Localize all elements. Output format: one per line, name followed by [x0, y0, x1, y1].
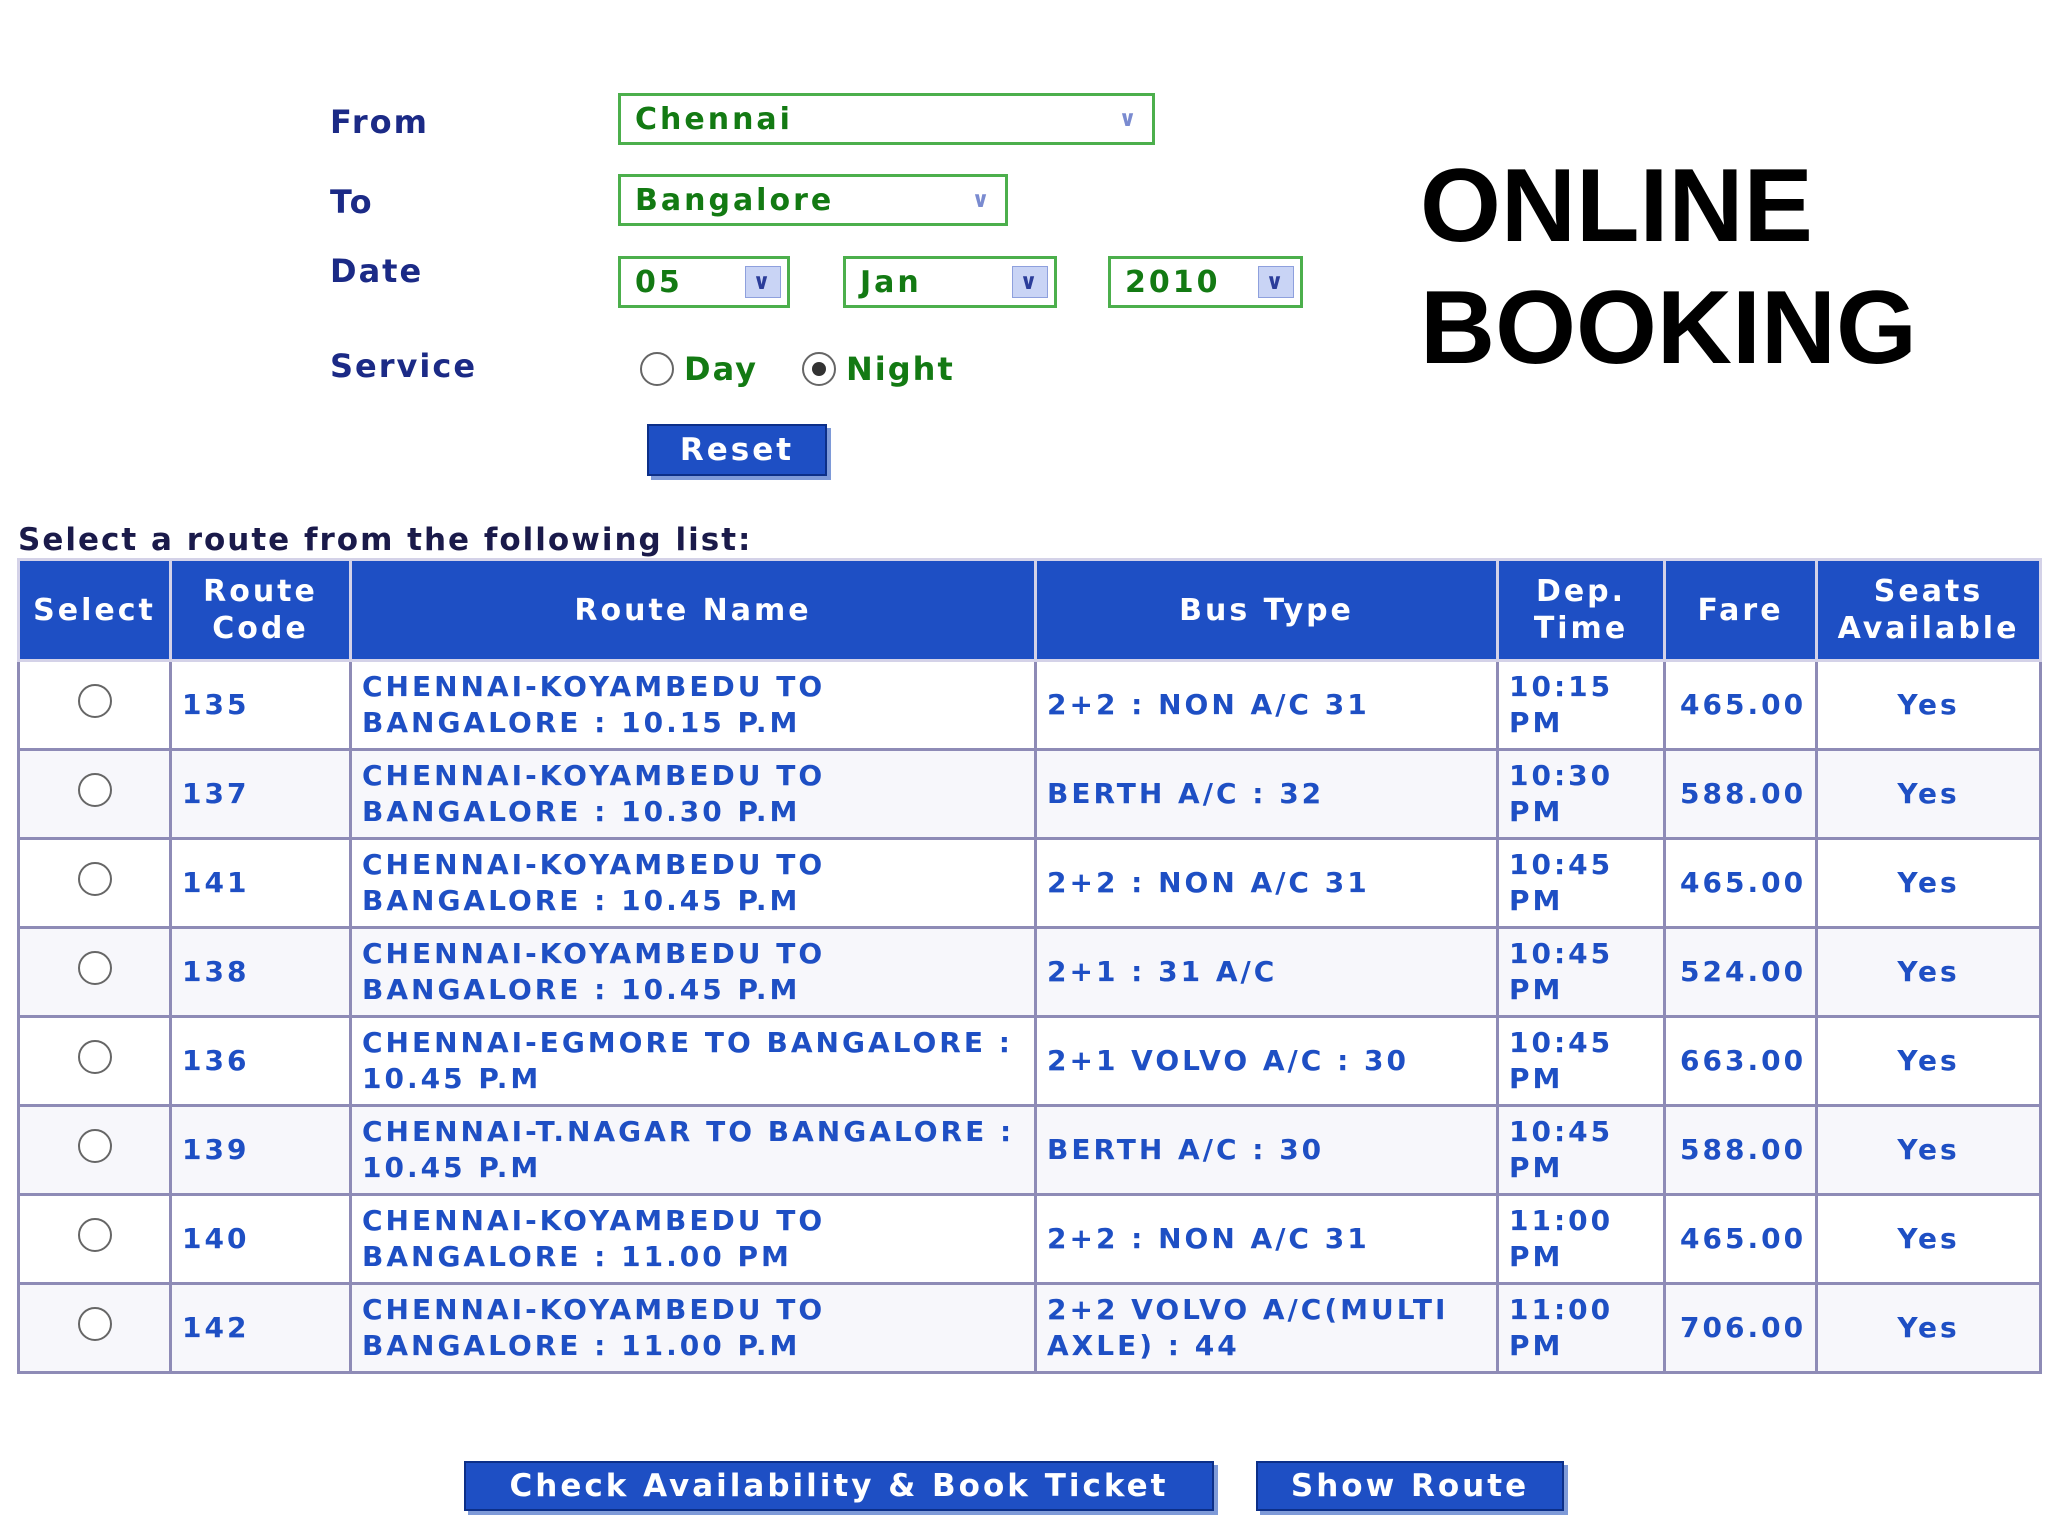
select-cell	[19, 1195, 171, 1284]
radio-button-icon[interactable]	[78, 684, 112, 718]
bus-type-cell: 2+2 : NON A/C 31	[1036, 839, 1498, 928]
page-title-line1: ONLINE	[1420, 148, 1813, 264]
from-select[interactable]	[618, 93, 1155, 145]
table-row[interactable]	[19, 1195, 2041, 1284]
seats-available-cell: Yes	[1817, 1017, 2041, 1106]
select-cell	[19, 750, 171, 839]
radio-button-icon[interactable]	[802, 352, 836, 386]
seats-available-cell: Yes	[1817, 661, 2041, 750]
from-label: From	[330, 103, 429, 141]
route-name-cell: CHENNAI-KOYAMBEDU TO BANGALORE : 10.45 P.M	[351, 928, 1036, 1017]
table-row[interactable]	[19, 928, 2041, 1017]
chevron-down-icon: ∨	[1258, 266, 1294, 298]
day-select-value: 05	[635, 264, 683, 300]
table-row[interactable]	[19, 1106, 2041, 1195]
select-cell	[19, 1017, 171, 1106]
header-route-code: Route Code	[171, 560, 351, 661]
dep-time-cell: 11:00 PM	[1498, 1195, 1665, 1284]
route-code-cell: 139	[171, 1106, 351, 1195]
route-code-cell: 140	[171, 1195, 351, 1284]
route-code-cell: 141	[171, 839, 351, 928]
route-prompt: Select a route from the following list:	[18, 522, 753, 558]
dep-time-cell: 10:45 PM	[1498, 1106, 1665, 1195]
bus-type-cell: 2+2 VOLVO A/C(MULTI AXLE) : 44	[1036, 1284, 1498, 1373]
service-label: Service	[330, 347, 478, 385]
bus-type-cell: BERTH A/C : 30	[1036, 1106, 1498, 1195]
radio-button-icon[interactable]	[78, 1040, 112, 1074]
dep-time-cell: 10:15 PM	[1498, 661, 1665, 750]
table-row[interactable]	[19, 1017, 2041, 1106]
bus-type-cell: 2+1 VOLVO A/C : 30	[1036, 1017, 1498, 1106]
radio-button-icon[interactable]	[78, 773, 112, 807]
chevron-down-icon: ∨	[1118, 106, 1140, 132]
select-cell	[19, 839, 171, 928]
to-select-value: Bangalore	[635, 182, 835, 218]
bus-type-cell: BERTH A/C : 32	[1036, 750, 1498, 839]
fare-cell: 588.00	[1665, 1106, 1817, 1195]
route-name-cell: CHENNAI-T.NAGAR TO BANGALORE : 10.45 P.M	[351, 1106, 1036, 1195]
fare-cell: 706.00	[1665, 1284, 1817, 1373]
route-code-cell: 137	[171, 750, 351, 839]
route-code-cell: 136	[171, 1017, 351, 1106]
select-cell	[19, 1284, 171, 1373]
radio-button-icon[interactable]	[78, 951, 112, 985]
reset-button[interactable]: Reset	[647, 424, 827, 476]
from-select-value: Chennai	[635, 101, 793, 137]
route-name-cell: CHENNAI-EGMORE TO BANGALORE : 10.45 P.M	[351, 1017, 1036, 1106]
day-select[interactable]	[618, 256, 790, 308]
radio-button-icon[interactable]	[78, 1218, 112, 1252]
header-route-name: Route Name	[351, 560, 1036, 661]
chevron-down-icon: ∨	[971, 187, 993, 213]
route-name-cell: CHENNAI-KOYAMBEDU TO BANGALORE : 11.00 P.M	[351, 1284, 1036, 1373]
header-bus-type: Bus Type	[1036, 560, 1498, 661]
month-select[interactable]	[843, 256, 1057, 308]
seats-available-cell: Yes	[1817, 839, 2041, 928]
service-day-label: Day	[684, 350, 759, 388]
seats-available-cell: Yes	[1817, 750, 2041, 839]
page-title-line2: BOOKING	[1420, 270, 1917, 386]
header-dep-time: Dep. Time	[1498, 560, 1665, 661]
service-day-option[interactable]	[640, 350, 758, 388]
table-header-row	[19, 560, 2041, 661]
route-name-cell: CHENNAI-KOYAMBEDU TO BANGALORE : 10.45 P.M	[351, 839, 1036, 928]
route-name-cell: CHENNAI-KOYAMBEDU TO BANGALORE : 10.30 P.M	[351, 750, 1036, 839]
route-code-cell: 138	[171, 928, 351, 1017]
check-availability-button[interactable]: Check Availability & Book Ticket	[464, 1461, 1214, 1511]
show-route-button[interactable]: Show Route	[1256, 1461, 1564, 1511]
fare-cell: 663.00	[1665, 1017, 1817, 1106]
radio-button-icon[interactable]	[78, 862, 112, 896]
fare-cell: 524.00	[1665, 928, 1817, 1017]
service-night-label: Night	[846, 350, 955, 388]
page-title	[1420, 145, 1917, 389]
radio-button-icon[interactable]	[78, 1307, 112, 1341]
table-row[interactable]	[19, 661, 2041, 750]
month-select-value: Jan	[860, 264, 922, 300]
table-row[interactable]	[19, 839, 2041, 928]
route-name-cell: CHENNAI-KOYAMBEDU TO BANGALORE : 11.00 PM	[351, 1195, 1036, 1284]
date-label: Date	[330, 252, 424, 290]
seats-available-cell: Yes	[1817, 1195, 2041, 1284]
table-row[interactable]	[19, 1284, 2041, 1373]
bus-type-cell: 2+2 : NON A/C 31	[1036, 661, 1498, 750]
header-seats-available: Seats Available	[1817, 560, 2041, 661]
service-night-option[interactable]	[802, 350, 955, 388]
seats-available-cell: Yes	[1817, 1284, 2041, 1373]
fare-cell: 465.00	[1665, 839, 1817, 928]
route-code-cell: 142	[171, 1284, 351, 1373]
route-table	[17, 558, 2042, 1374]
header-select: Select	[19, 560, 171, 661]
route-name-cell: CHENNAI-KOYAMBEDU TO BANGALORE : 10.15 P.M	[351, 661, 1036, 750]
year-select[interactable]	[1108, 256, 1303, 308]
chevron-down-icon: ∨	[1012, 266, 1048, 298]
bus-type-cell: 2+2 : NON A/C 31	[1036, 1195, 1498, 1284]
dep-time-cell: 10:30 PM	[1498, 750, 1665, 839]
radio-button-icon[interactable]	[640, 352, 674, 386]
fare-cell: 588.00	[1665, 750, 1817, 839]
to-label: To	[330, 183, 374, 221]
dep-time-cell: 10:45 PM	[1498, 839, 1665, 928]
dep-time-cell: 10:45 PM	[1498, 1017, 1665, 1106]
route-table-body	[19, 661, 2041, 1373]
route-code-cell: 135	[171, 661, 351, 750]
year-select-value: 2010	[1125, 264, 1221, 300]
seats-available-cell: Yes	[1817, 1106, 2041, 1195]
table-row[interactable]	[19, 750, 2041, 839]
to-select[interactable]	[618, 174, 1008, 226]
select-cell	[19, 928, 171, 1017]
select-cell	[19, 1106, 171, 1195]
select-cell	[19, 661, 171, 750]
dep-time-cell: 11:00 PM	[1498, 1284, 1665, 1373]
seats-available-cell: Yes	[1817, 928, 2041, 1017]
fare-cell: 465.00	[1665, 661, 1817, 750]
header-fare: Fare	[1665, 560, 1817, 661]
bus-type-cell: 2+1 : 31 A/C	[1036, 928, 1498, 1017]
radio-button-icon[interactable]	[78, 1129, 112, 1163]
fare-cell: 465.00	[1665, 1195, 1817, 1284]
chevron-down-icon: ∨	[745, 266, 781, 298]
dep-time-cell: 10:45 PM	[1498, 928, 1665, 1017]
